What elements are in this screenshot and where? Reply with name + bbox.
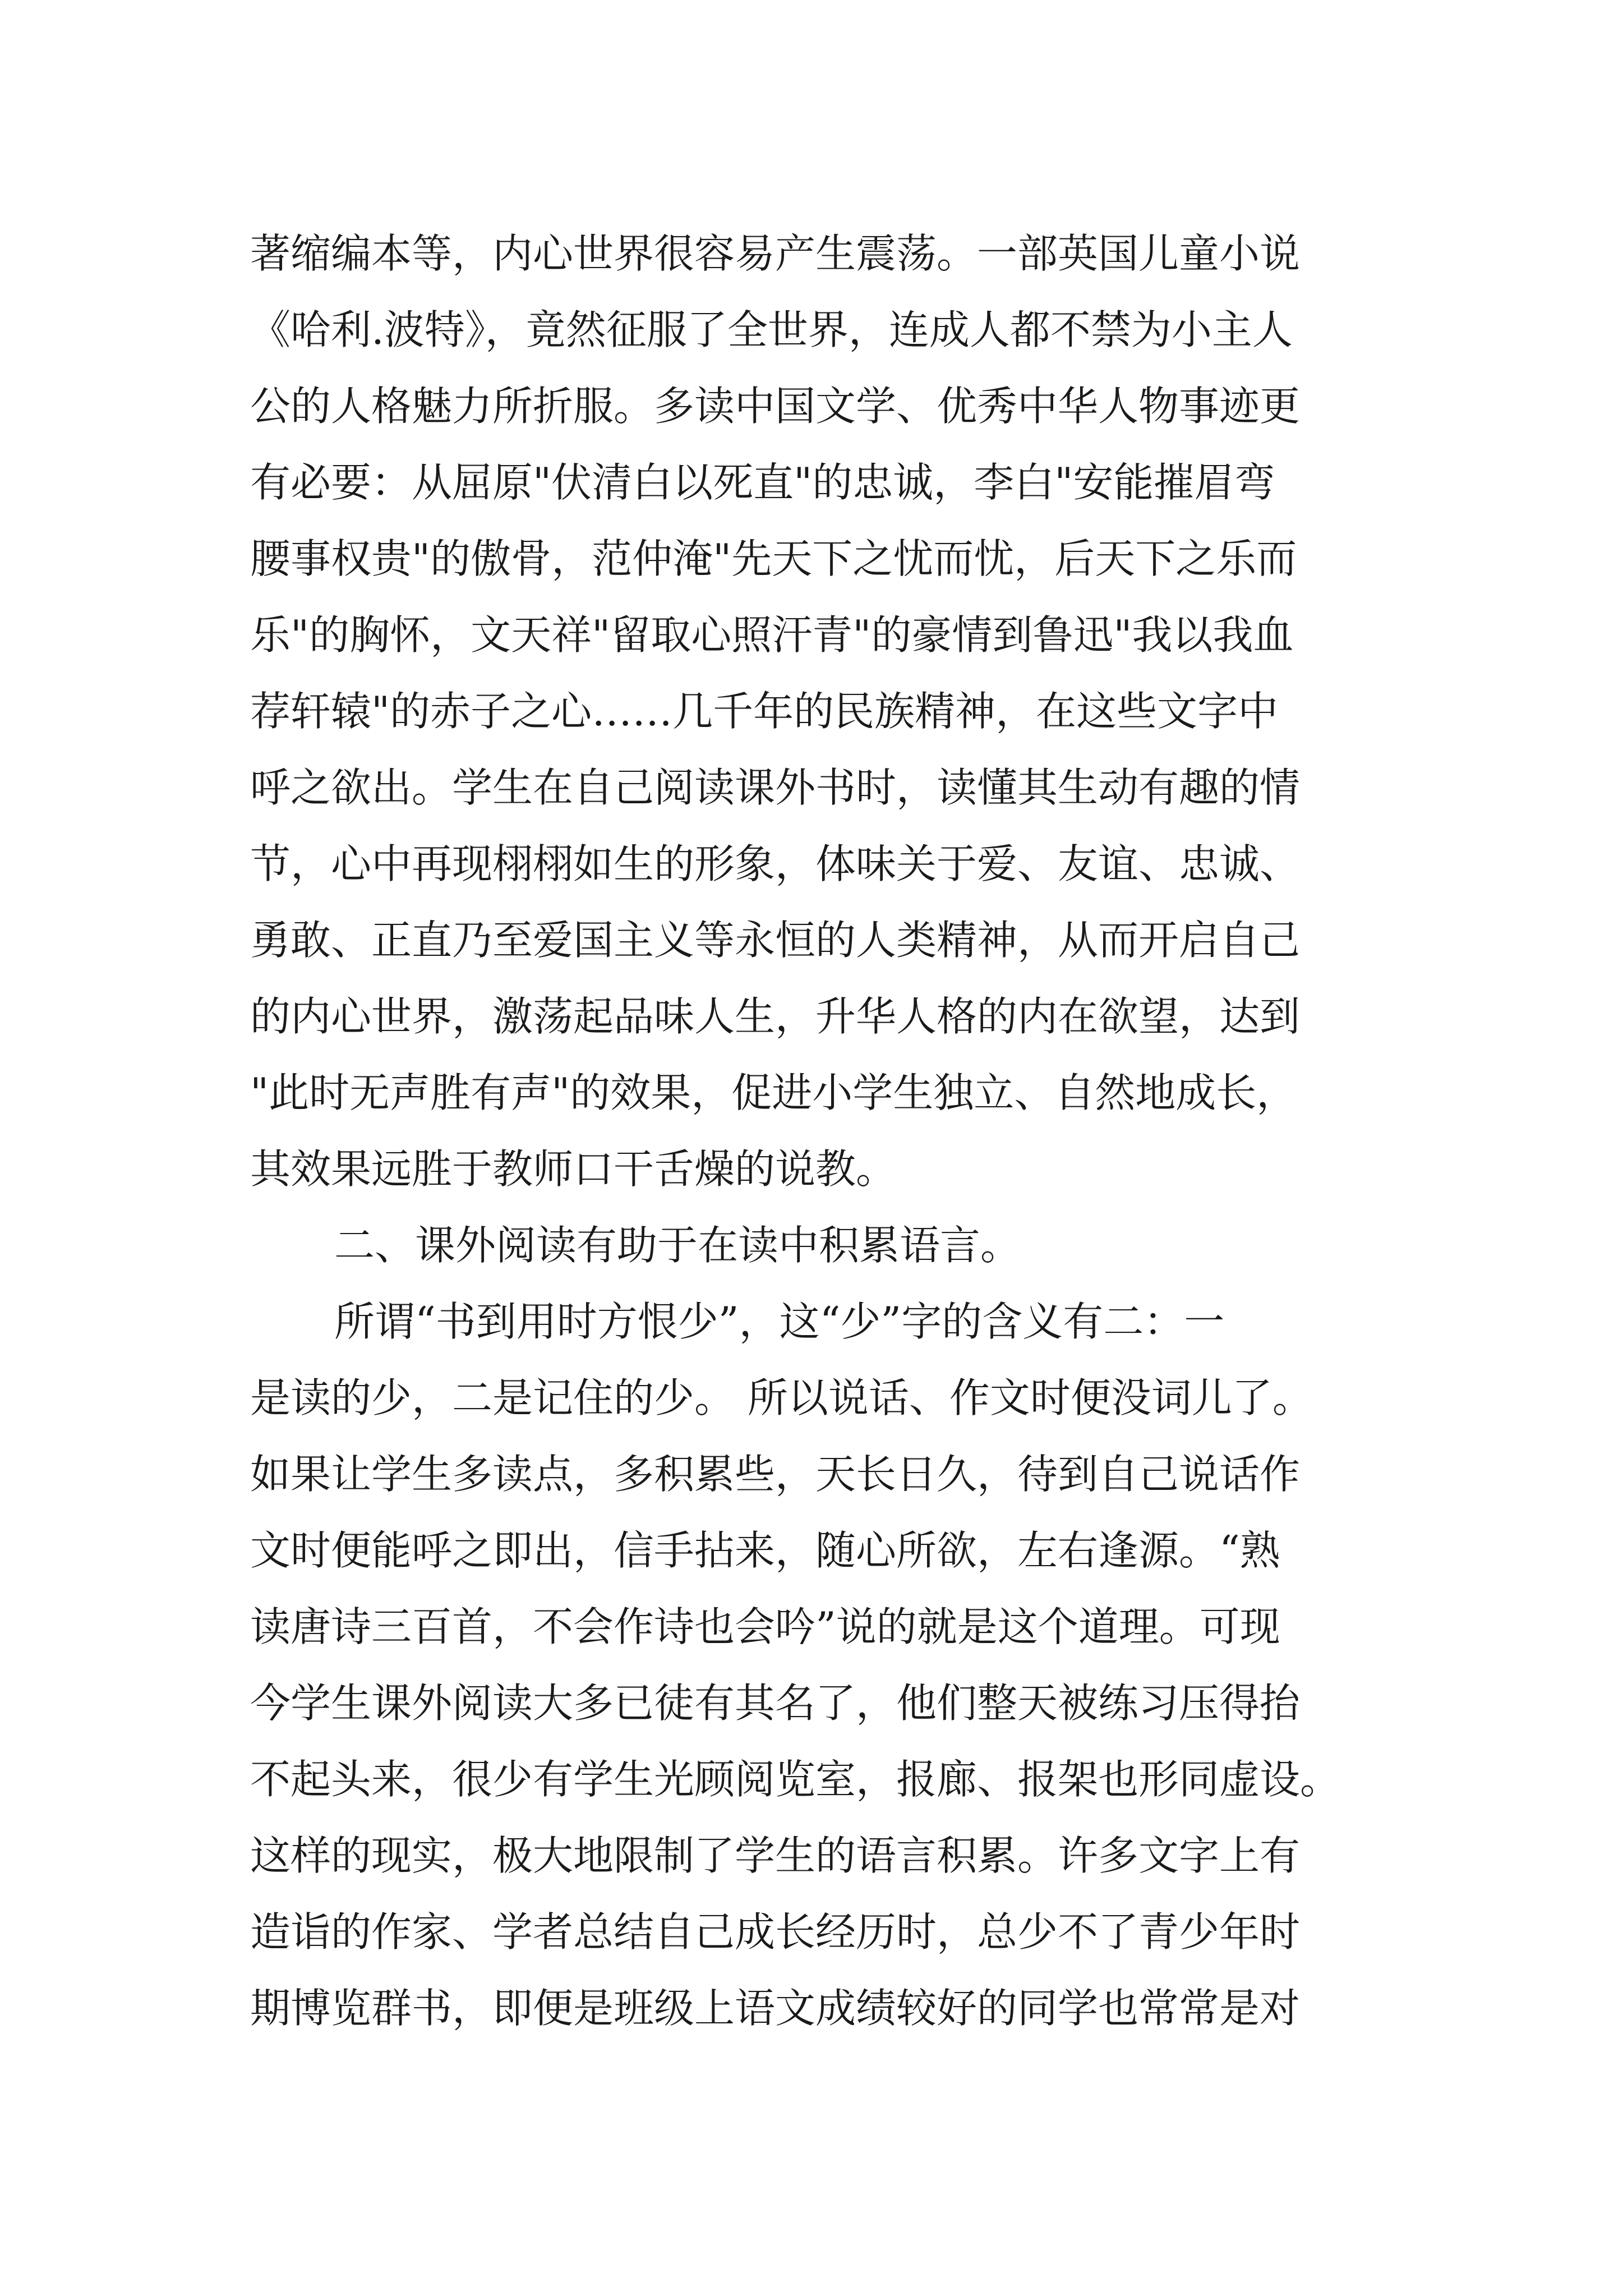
text-line: 荐轩辕"的赤子之心……几千年的民族精神，在这些文字中 [250,688,1279,735]
text-line: 今学生课外阅读大多已徒有其名了，他们整天被练习压得抬 [250,1680,1301,1727]
text-line: 乐"的胸怀，文天祥"留取心照汗青"的豪情到鲁迅"我以我血 [250,611,1294,659]
text-line: 文时便能呼之即出，信手拈来，随心所欲，左右逢源。“熟 [250,1527,1280,1574]
text-line: 勇敢、正直乃至爱国主义等永恒的人类精神，从而开启自己 [250,917,1301,964]
text-line: 读唐诗三百首，不会作诗也会吟”说的就是这个道理。可现 [250,1603,1280,1650]
text-line: 节，心中再现栩栩如生的形象，体味关于爱、友谊、忠诚、 [250,840,1301,887]
text-line: 这样的现实，极大地限制了学生的语言积累。许多文字上有 [250,1832,1301,1879]
text-line: 造诣的作家、学者总结自己成长经历时，总少不了青少年时 [250,1908,1301,1955]
text-line: 的内心世界，激荡起品味人生，升华人格的内在欲望，达到 [250,993,1301,1040]
body-text [250,215,1400,2046]
text-line: 腰事权贵"的傲骨，范仲淹"先天下之忧而忧，后天下之乐而 [250,535,1297,582]
text-line: 著缩编本等，内心世界很容易产生震荡。一部英国儿童小说 [250,230,1301,277]
text-line: 有必要：从屈原"伏清白以死直"的忠诚，李白"安能摧眉弯 [250,459,1275,506]
text-line: 如果让学生多读点，多积累些，天长日久，待到自己说话作 [250,1451,1301,1498]
section-heading: 二、课外阅读有助于在读中积累语言。 [334,1222,1021,1269]
text-line: 不起头来，很少有学生光顾阅览室，报廊、报架也形同虚设。 [250,1756,1341,1803]
paragraph-first-line: 所谓“书到用时方恨少”，这“少”字的含义有二：一 [334,1298,1225,1345]
text-line: 其效果远胜于教师口干舌燥的说教。 [250,1145,897,1193]
text-line: "此时无声胜有声"的效果，促进小学生独立、自然地成长， [250,1069,1297,1116]
text-line: 《哈利.波特》，竟然征服了全世界，连成人都不禁为小主人 [250,306,1293,353]
text-line: 期博览群书，即便是班级上语文成绩较好的同学也常常是对 [250,1985,1301,2032]
text-line: 呼之欲出。学生在自己阅读课外书时，读懂其生动有趣的情 [250,764,1301,811]
text-line: 是读的少，二是记住的少。 所以说话、作文时便没词儿了。 [250,1374,1313,1421]
text-line: 公的人格魅力所折服。多读中国文学、优秀中华人物事迹更 [250,383,1301,430]
